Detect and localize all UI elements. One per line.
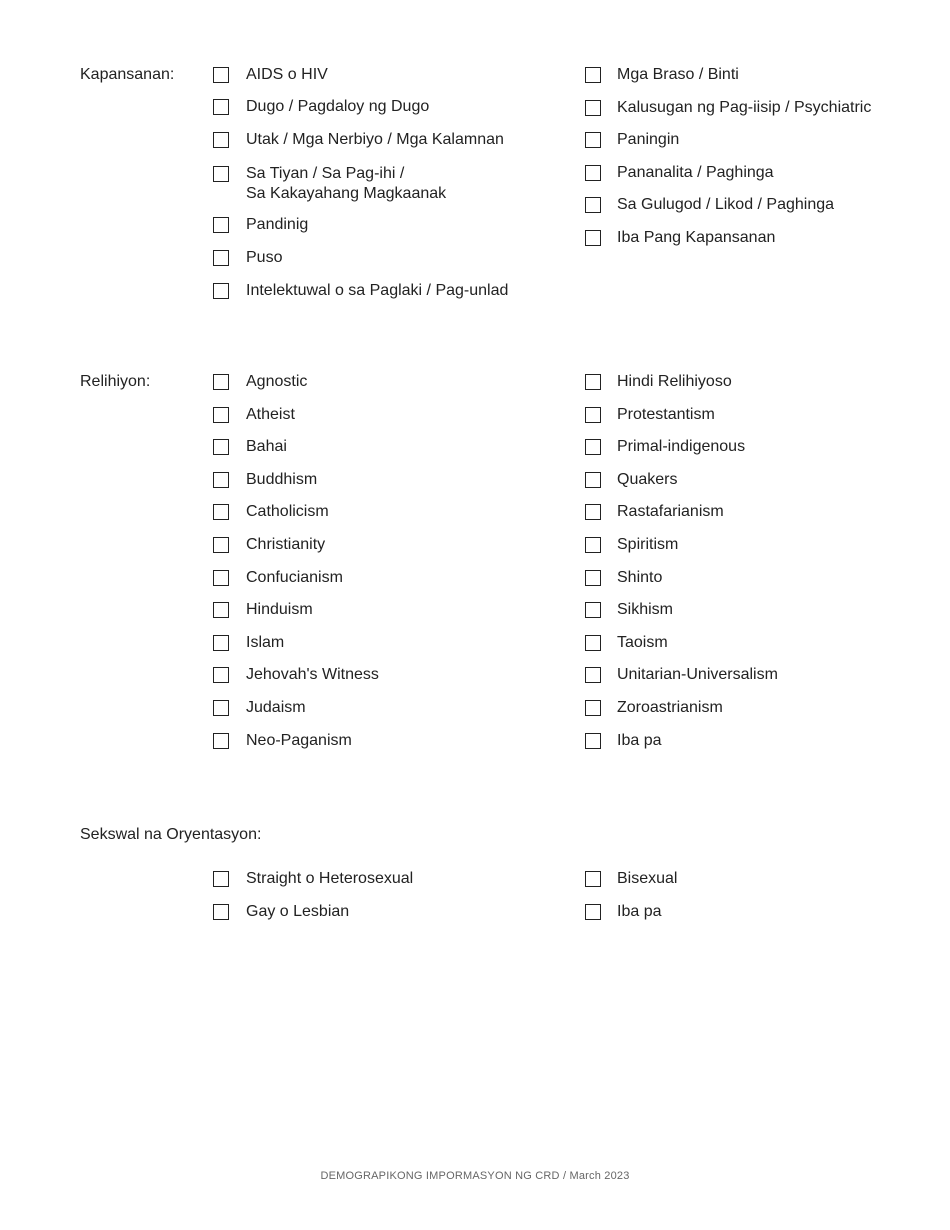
- disability-option-sa-gulugod-likod-paghinga-checkbox[interactable]: [585, 197, 601, 213]
- religion-option-catholicism-checkbox[interactable]: [213, 504, 229, 520]
- disability-option-dugo-pagdaloy-ng-dugo-label: Dugo / Pagdaloy ng Dugo: [246, 98, 430, 115]
- religion-option-atheist-checkbox[interactable]: [213, 407, 229, 423]
- religion-option-unitarian-universalism-label: Unitarian-Universalism: [617, 666, 778, 684]
- religion-option-zoroastrianism-label: Zoroastrianism: [617, 699, 723, 716]
- disability-option-mga-braso-binti-checkbox[interactable]: [585, 67, 601, 83]
- disability-option-intelektuwal-o-sa-paglaki-pag-unlad-label: Intelektuwal o sa Paglaki / Pag-unlad: [246, 282, 509, 299]
- religion-option-rastafarianism-checkbox[interactable]: [585, 504, 601, 520]
- religion-option-hindi-relihiyoso-label: Hindi Relihiyoso: [617, 373, 732, 390]
- religion-option-spiritism-checkbox[interactable]: [585, 537, 601, 553]
- religion-option-islam-label: Islam: [246, 633, 285, 651]
- religion-option-hinduism-checkbox[interactable]: [213, 602, 229, 618]
- religion-option-confucianism-checkbox[interactable]: [213, 570, 229, 586]
- religion-option-hindi-relihiyoso-checkbox[interactable]: [585, 374, 601, 390]
- disability-option-sa-tiyan-sa-pag-ihi-label: Sa Tiyan / Sa Pag-ihi /: [246, 165, 405, 182]
- religion-option-confucianism-label: Confucianism: [246, 568, 343, 586]
- religion-option-protestantism-checkbox[interactable]: [585, 407, 601, 423]
- religion-option-taoism-label: Taoism: [617, 633, 668, 651]
- religion-option-sikhism-checkbox[interactable]: [585, 602, 601, 618]
- disability-option-sa-tiyan-sa-pag-ihi-label-line2: Sa Kakayahang Magkaanak: [246, 185, 447, 202]
- disability-option-iba-pang-kapansanan-checkbox[interactable]: [585, 230, 601, 246]
- disability-option-kalusugan-ng-pag-iisip-psychiatric-label: Kalusugan ng Pag-iisip / Psychiatric: [617, 98, 872, 116]
- religion-option-primal-indigenous-checkbox[interactable]: [585, 439, 601, 455]
- religion-option-neo-paganism-label: Neo-Paganism: [246, 731, 352, 749]
- disability-option-utak-mga-nerbiyo-mga-kalamnan-checkbox[interactable]: [213, 132, 229, 148]
- disability-option-paningin-checkbox[interactable]: [585, 132, 601, 148]
- religion-option-judaism-checkbox[interactable]: [213, 700, 229, 716]
- disability-option-utak-mga-nerbiyo-mga-kalamnan-label: Utak / Mga Nerbiyo / Mga Kalamnan: [246, 131, 504, 148]
- orientation-option-gay-o-lesbian-checkbox[interactable]: [213, 904, 229, 920]
- religion-option-protestantism-label: Protestantism: [617, 405, 715, 423]
- orientation-option-iba-pa-label: Iba pa: [617, 902, 662, 920]
- religion-option-iba-pa-label: Iba pa: [617, 731, 662, 749]
- religion-option-christianity-label: Christianity: [246, 536, 326, 553]
- religion-option-buddhism-checkbox[interactable]: [213, 472, 229, 488]
- religion-option-quakers-label: Quakers: [617, 470, 678, 488]
- orientation-option-gay-o-lesbian-label: Gay o Lesbian: [246, 902, 350, 920]
- religion-option-neo-paganism-checkbox[interactable]: [213, 733, 229, 749]
- orientation-option-iba-pa-checkbox[interactable]: [585, 904, 601, 920]
- section-label-disability: Kapansanan:: [80, 66, 175, 83]
- orientation-option-bisexual-checkbox[interactable]: [585, 871, 601, 887]
- disability-option-pananalita-paghinga-label: Pananalita / Paghinga: [617, 163, 774, 181]
- religion-option-spiritism-label: Spiritism: [617, 536, 679, 553]
- religion-option-hinduism-label: Hinduism: [246, 601, 313, 619]
- religion-option-unitarian-universalism-checkbox[interactable]: [585, 667, 601, 683]
- religion-option-rastafarianism-label: Rastafarianism: [617, 503, 724, 521]
- religion-option-islam-checkbox[interactable]: [213, 635, 229, 651]
- religion-option-shinto-checkbox[interactable]: [585, 570, 601, 586]
- disability-option-pandinig-checkbox[interactable]: [213, 217, 229, 233]
- religion-option-sikhism-label: Sikhism: [617, 601, 674, 619]
- religion-option-christianity-checkbox[interactable]: [213, 537, 229, 553]
- religion-option-catholicism-label: Catholicism: [246, 503, 329, 521]
- disability-option-aids-o-hiv-label: AIDS o HIV: [246, 66, 328, 83]
- disability-option-aids-o-hiv-checkbox[interactable]: [213, 67, 229, 83]
- orientation-option-bisexual-label: Bisexual: [617, 870, 678, 887]
- disability-option-puso-checkbox[interactable]: [213, 250, 229, 266]
- orientation-option-straight-o-heterosexual-label: Straight o Heterosexual: [246, 870, 414, 887]
- disability-option-dugo-pagdaloy-ng-dugo-checkbox[interactable]: [213, 99, 229, 115]
- disability-option-pandinig-label: Pandinig: [246, 216, 309, 233]
- religion-option-buddhism-label: Buddhism: [246, 470, 318, 488]
- disability-option-mga-braso-binti-label: Mga Braso / Binti: [617, 66, 739, 83]
- page-footer: DEMOGRAPIKONG IMPORMASYON NG CRD / March 2023: [320, 1170, 630, 1182]
- religion-option-iba-pa-checkbox[interactable]: [585, 733, 601, 749]
- disability-option-paningin-label: Paningin: [617, 131, 680, 149]
- religion-option-zoroastrianism-checkbox[interactable]: [585, 700, 601, 716]
- section-label-religion: Relihiyon:: [80, 373, 151, 390]
- disability-option-sa-gulugod-likod-paghinga-label: Sa Gulugod / Likod / Paghinga: [617, 196, 835, 214]
- religion-option-taoism-checkbox[interactable]: [585, 635, 601, 651]
- disability-option-sa-tiyan-sa-pag-ihi-checkbox[interactable]: [213, 166, 229, 182]
- section-label-orientation: Sekswal na Oryentasyon:: [80, 826, 262, 843]
- religion-option-bahai-checkbox[interactable]: [213, 439, 229, 455]
- religion-option-jehovah-s-witness-checkbox[interactable]: [213, 667, 229, 683]
- religion-option-shinto-label: Shinto: [617, 568, 663, 586]
- religion-option-primal-indigenous-label: Primal-indigenous: [617, 438, 746, 456]
- disability-option-puso-label: Puso: [246, 249, 283, 266]
- disability-option-intelektuwal-o-sa-paglaki-pag-unlad-checkbox[interactable]: [213, 283, 229, 299]
- religion-option-bahai-label: Bahai: [246, 438, 287, 456]
- religion-option-agnostic-checkbox[interactable]: [213, 374, 229, 390]
- disability-option-kalusugan-ng-pag-iisip-psychiatric-checkbox[interactable]: [585, 100, 601, 116]
- disability-option-pananalita-paghinga-checkbox[interactable]: [585, 165, 601, 181]
- religion-option-judaism-label: Judaism: [246, 699, 306, 716]
- religion-option-jehovah-s-witness-label: Jehovah's Witness: [246, 666, 379, 684]
- religion-option-agnostic-label: Agnostic: [246, 373, 308, 390]
- religion-option-atheist-label: Atheist: [246, 405, 295, 423]
- religion-option-quakers-checkbox[interactable]: [585, 472, 601, 488]
- orientation-option-straight-o-heterosexual-checkbox[interactable]: [213, 871, 229, 887]
- disability-option-iba-pang-kapansanan-label: Iba Pang Kapansanan: [617, 229, 776, 246]
